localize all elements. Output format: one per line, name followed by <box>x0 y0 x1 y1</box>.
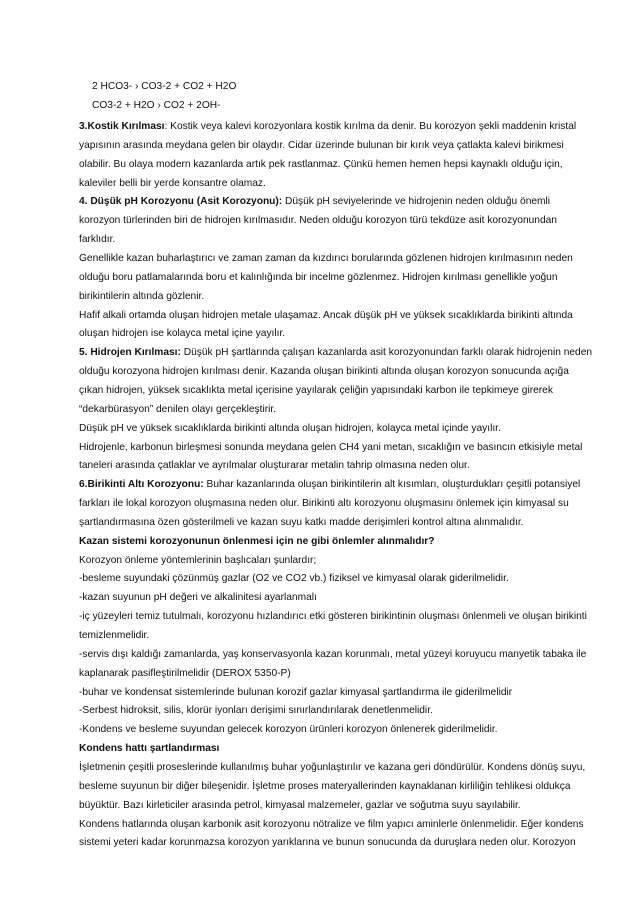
text-line <box>79 704 433 717</box>
line-text: olduğu boru patlamalarında boru et kalınlığında bir incelme gözlenmez. Hidrojen kırılması genellikle yoğun <box>79 271 558 283</box>
line-text: “dekarbürasyon” denilen olayı gerçekleştirir. <box>79 403 277 415</box>
line-text: -buhar ve kondensat sistemlerinde bulunan korozif gazlar kimyasal şartlandırma ile giderilmelidir <box>79 686 513 698</box>
bold-heading: Kazan sistemi korozyonunun önlenmesi için ne gibi önlemler alınmalıdır? <box>79 535 435 547</box>
line-text: birikintilerin altında gözlenir. <box>79 290 205 302</box>
line-text: Düşük pH şartlarında çalışan kazanlarda asit korozyonundan farklı olarak hidrojenin neden <box>180 347 593 359</box>
line-text: yapısının arasında meydana gelen bir olaydır. Cidar üzerinde bulunan bir kırık veya çatlakta kalevi birikmesi <box>79 139 564 151</box>
line-text: Korozyon önleme yöntemlerinin başlıcaları şunlardır; <box>79 554 317 566</box>
line-text: kaplanarak pasifleştirilmelidir (DEROX 5350-P) <box>79 667 291 679</box>
text-line <box>79 309 573 322</box>
line-text: farkları ile lokal korozyon oluşmasına neden olur. Birikinti altı korozyonu oluşmasını önlemek için kimyasal su <box>79 498 569 509</box>
text-line <box>79 177 266 190</box>
text-line <box>79 686 512 699</box>
text-line <box>79 195 550 208</box>
line-text: olabilir. Bu olaya modern kazanlarda artık pek rastlanmaz. Çünkü hemen hemen hepsi kaynaklı olduğu için, <box>79 158 563 170</box>
bold-heading: Kondens hattı şartlandırması <box>79 743 220 755</box>
line-text: Düşük pH seviyelerinde ve hidrojenin neden olduğu önemli <box>282 196 551 208</box>
text-line <box>79 271 558 284</box>
text-line <box>79 422 501 435</box>
text-line <box>79 214 557 227</box>
equation-1: 2 HCO3- › CO3-2 + CO2 + H2O <box>92 81 237 92</box>
text-line <box>79 648 586 661</box>
line-text: Kondens hatlarında oluşan karbonik asit korozyonu nötralize ve film yapıcı aminlerle önlenmelidir. Eğer kondens <box>79 818 584 830</box>
text-line <box>79 572 509 585</box>
text-line <box>79 252 573 265</box>
line-text: sistemi yeteri kadar korunmazsa korozyon yarıklarına ve bunun sonucunda da duruşlara neden olur. Korozyon <box>79 837 576 849</box>
line-text: -Serbest hidroksit, silis, klorür iyonları derişimi sınırlandırılarak denetlenmelidir. <box>79 705 433 717</box>
line-text: olduğu korozyona hidrojen kırılması denir. Kazanda oluşan birikinti altında oluşan korozyon sonucunda açığa <box>79 366 569 378</box>
text-line <box>79 403 276 416</box>
line-text: şartlandırmasına özen gösterilmeli ve kazan suyu katkı madde derişimleri kontrol altına alınmalıdır. <box>79 516 524 528</box>
text-line <box>79 610 587 623</box>
line-text: kaleviler belli bir yerde konsantre olamaz. <box>79 177 266 189</box>
text-line <box>79 516 524 529</box>
text-line <box>79 591 317 604</box>
text-line <box>79 742 219 755</box>
text-line <box>79 761 585 774</box>
text-line <box>79 629 149 642</box>
text-line <box>79 327 285 340</box>
line-text: -servis dışı kaldığı zamanlarda, yaş konservasyonla kazan korunmalı, metal yüzeyi koruyucu manyetik tabaka ile <box>79 648 587 660</box>
text-line <box>79 459 470 472</box>
line-text: çıkan hidrojen, yüksek sıcaklıkta metal içerisine yayılarak çeliğin yapısındaki karbon ile tepkimeye girerek <box>79 384 553 396</box>
text-line <box>79 667 291 680</box>
bold-heading: 6.Birikinti Altı Korozyonu: <box>79 479 204 491</box>
bold-heading: 3.Kostik Kırılması <box>79 121 165 132</box>
text-line <box>79 233 115 246</box>
line-text: temizlenmelidir. <box>79 630 150 641</box>
line-text: -besleme suyundaki çözünmüş gazlar (O2 ve CO2 vb.) fiziksel ve kimyasal olarak giderilmelidir. <box>79 573 509 585</box>
line-text: Buhar kazanlarında oluşan birikintilerin alt kısımları, oluşturdukları çeşitli potansiyel <box>203 479 581 491</box>
line-text: -Kondens ve besleme suyundan gelecek korozyon ürünleri korozyon önlenerek giderilmelidir. <box>79 724 498 736</box>
bold-heading: 4. Düşük pH Korozyonu (Asit Korozyonu): <box>79 196 283 208</box>
text-line <box>79 158 563 171</box>
text-line <box>79 780 571 793</box>
text-line <box>79 723 498 736</box>
line-text: besleme suyunun bir diğer bileşenidir. İşletme proses materyallerinden kaynaklanan kirliliğin tehlikesi oldukça <box>79 780 571 792</box>
line-text: : Kostik veya kalevi korozyonlara kostik kırılma da denir. Bu korozyon şekli maddenin kristal <box>164 121 577 132</box>
bold-heading: 5. Hidrojen Kırılması: <box>79 347 181 359</box>
text-line <box>79 535 435 548</box>
line-text: büyüktür. Bazı kirleticiler arasında petrol, kimyasal malzemeler, gazlar ve soğutma suyu sayılabilir. <box>79 799 521 811</box>
line-text: Genellikle kazan buharlaştırıcı ve zaman zaman da kızdırıcı borularında gözlenen hidrojen kırılmasının neden <box>79 253 573 264</box>
text-line <box>79 836 576 849</box>
text-line <box>79 441 582 454</box>
line-text: korozyon türlerinden biri de hidrojen kırılmasıdır. Neden olduğu korozyon türü tekdüze asit korozyonundan <box>79 215 557 227</box>
text-line <box>79 799 521 812</box>
line-text: -iç yüzeyleri temiz tutulmalı, korozyonu hızlandırıcı etki gösteren birikintinin oluşması önlenmeli ve oluşan birikinti <box>79 611 587 623</box>
text-line <box>79 818 584 831</box>
text-line <box>79 497 569 510</box>
line-text: -kazan suyunun pH değeri ve alkalinitesi ayarlanmalı <box>79 592 317 604</box>
line-text: taneleri arasında çatlaklar ve ayrılmalar oluşturarar metalin tahrip olmasına neden olur. <box>79 460 470 472</box>
text-line <box>79 139 564 152</box>
text-line <box>79 478 580 491</box>
line-text: İşletmenin çeşitli proseslerinde kullanılmış buhar yoğunlaştırılır ve kazana geri döndürülür. Kondens dönüş suyu, <box>79 761 586 773</box>
equation-2: CO3-2 + H2O › CO2 + 2OH- <box>92 100 221 111</box>
line-text: Hafif alkali ortamda oluşan hidrojen metale ulaşamaz. Ancak düşük pH ve yüksek sıcaklıklarda birikinti altında <box>79 309 573 321</box>
line-text: Düşük pH ve yüksek sıcaklıklarda birikinti altında oluşan hidrojen, kolayca metal içinde yayılır. <box>79 422 501 434</box>
line-text: oluşan hidrojen ise kolayca metal içine yayılır. <box>79 328 286 340</box>
line-text: farklıdır. <box>79 234 116 246</box>
text-line <box>79 346 592 359</box>
text-line <box>79 384 553 397</box>
text-line <box>79 365 569 378</box>
text-line <box>79 554 316 567</box>
text-line <box>79 290 204 303</box>
line-text: Hidrojenle, karbonun birleşmesi sonunda meydana gelen CH4 yani metan, sıcaklığın ve basıncın etkisiyle metal <box>79 441 583 453</box>
text-line <box>79 120 576 133</box>
